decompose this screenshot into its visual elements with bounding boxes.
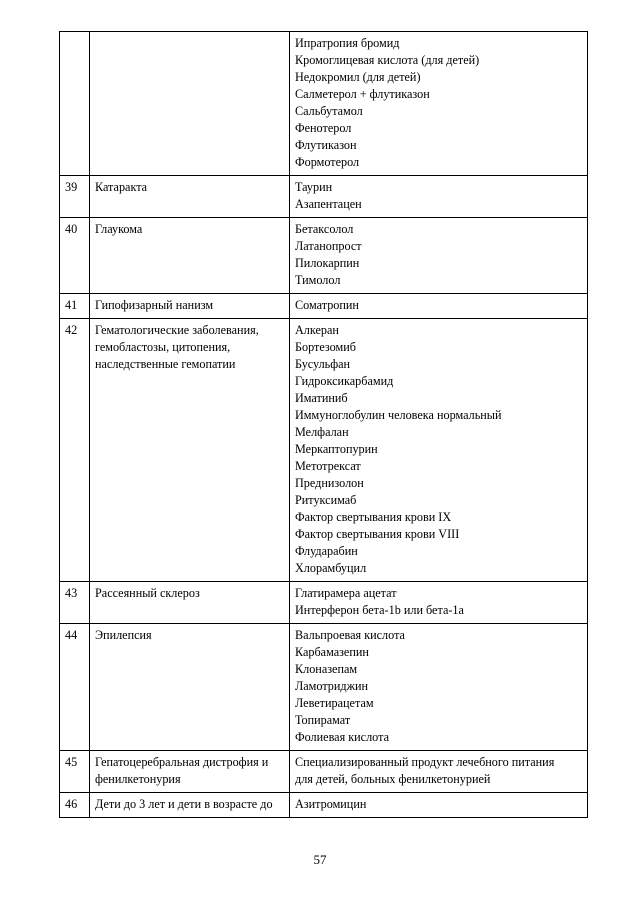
medication-item: Клоназепам [295,662,358,676]
disease-cell [90,793,290,818]
medication-item: Флутиказон [295,138,357,152]
medication-item: Флударабин [295,544,358,558]
disease-text-line: Гематологические заболевания, [95,323,259,337]
medication-item: Бортезомиб [295,340,356,354]
medication-item: Вальпроевая кислота [295,628,405,642]
medication-list-cell [290,624,588,751]
medication-item: Кромоглицевая кислота (для детей) [295,53,480,67]
row-number-cell: 41 [60,294,90,319]
disease-cell [90,624,290,751]
disease-text-line: Гипофизарный нанизм [95,298,214,312]
table-row [60,751,588,793]
disease-text-line: Дети до 3 лет и дети в возрасте до [95,797,273,811]
medication-item: Пилокарпин [295,256,360,270]
medication-item: Карбамазепин [295,645,369,659]
medication-item: Латанопрост [295,239,362,253]
row-number-cell: 39 [60,176,90,218]
row-number-cell [60,32,90,176]
medication-item: Преднизолон [295,476,364,490]
medication-item: Иматиниб [295,391,348,405]
table-row [60,294,588,319]
medication-list-cell [290,176,588,218]
medication-item: Гидроксикарбамид [295,374,394,388]
medication-item: Глатирамера ацетат [295,586,397,600]
medication-item: Салметерол + флутиказон [295,87,430,101]
medication-item: Бусульфан [295,357,351,371]
medication-item: Метотрексат [295,459,361,473]
row-number-cell: 40 [60,218,90,294]
medication-item: Ритуксимаб [295,493,357,507]
table-row [60,582,588,624]
table-row [60,319,588,582]
disease-cell [90,751,290,793]
medication-item: Фолиевая кислота [295,730,389,744]
medication-item: Фенотерол [295,121,352,135]
medication-list-cell [290,218,588,294]
medication-item: для детей, больных фенилкетонурией [295,772,491,786]
disease-text-line: фенилкетонурия [95,772,181,786]
medication-item: Сальбутамол [295,104,363,118]
medication-list-cell [290,793,588,818]
medication-item: Иммуноглобулин человека нормальный [295,408,502,422]
row-number-cell: 45 [60,751,90,793]
disease-cell [90,176,290,218]
medication-list-cell [290,32,588,176]
medication-item: Меркаптопурин [295,442,378,456]
page-number: 57 [313,852,327,867]
medication-item: Леветирацетам [295,696,374,710]
disease-cell [90,32,290,176]
medication-item: Мелфалан [295,425,349,439]
table-row [60,176,588,218]
disease-text-line: наследственные гемопатии [95,357,236,371]
medication-item: Бетаксолол [295,222,354,236]
medication-item: Соматропин [295,298,359,312]
medication-list-cell [290,582,588,624]
disease-text-line: Глаукома [95,222,143,236]
medication-item: Азитромицин [295,797,367,811]
medication-table [59,31,588,818]
disease-cell [90,319,290,582]
medication-item: Формотерол [295,155,360,169]
table-row [60,218,588,294]
disease-cell [90,294,290,319]
table-body [60,32,588,818]
medication-item: Ламотриджин [295,679,369,693]
medication-item: Алкеран [295,323,339,337]
disease-text-line: Эпилепсия [95,628,152,642]
medication-item: Тимолол [295,273,341,287]
medication-item: Недокромил (для детей) [295,70,421,84]
medication-list-cell [290,319,588,582]
row-number-cell: 43 [60,582,90,624]
table-row [60,624,588,751]
medication-item: Азапентацен [295,197,362,211]
disease-text-line: Рассеянный склероз [95,586,200,600]
disease-text-line: Катаракта [95,180,148,194]
medication-item: Фактор свертывания крови VIII [295,527,460,541]
row-number-cell: 46 [60,793,90,818]
disease-cell [90,582,290,624]
disease-text-line: Гепатоцеребральная дистрофия и [95,755,269,769]
table-row [60,793,588,818]
table-row [60,32,588,176]
row-number-cell: 44 [60,624,90,751]
medication-item: Топирамат [295,713,351,727]
medication-item: Специализированный продукт лечебного питания [295,755,555,769]
disease-text-line: гемобластозы, цитопения, [95,340,231,354]
medication-list-cell [290,751,588,793]
medication-item: Таурин [295,180,333,194]
row-number-cell: 42 [60,319,90,582]
medication-list-cell [290,294,588,319]
medication-item: Ипратропия бромид [295,36,400,50]
medication-item: Фактор свертывания крови IX [295,510,452,524]
medication-item: Хлорамбуцил [295,561,367,575]
medication-item: Интерферон бета-1b или бета-1a [295,603,464,617]
disease-cell [90,218,290,294]
